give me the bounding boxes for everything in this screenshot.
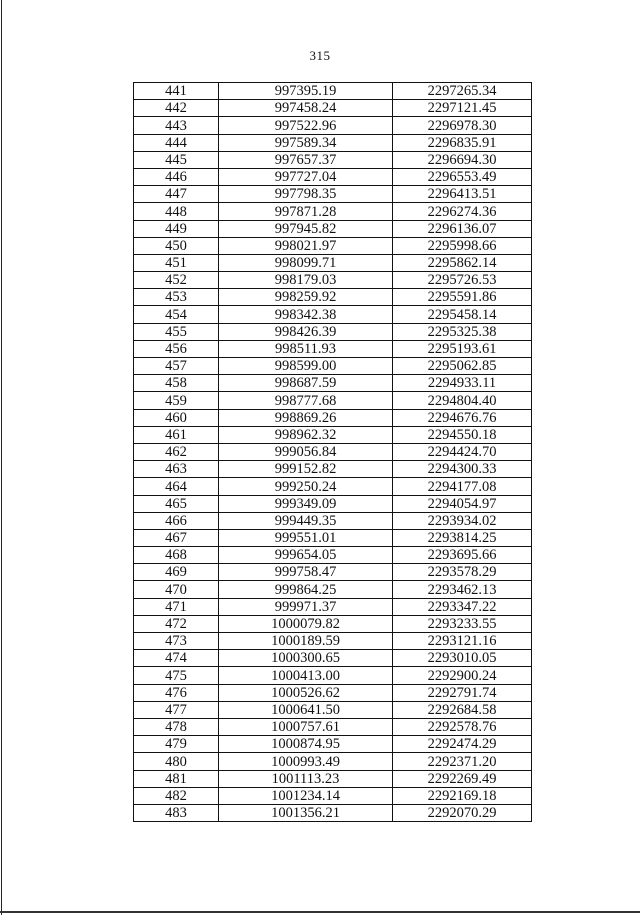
y-coordinate-cell: 2293578.29 xyxy=(393,564,532,581)
x-coordinate-cell: 1001234.14 xyxy=(219,787,393,804)
y-coordinate-cell: 2294676.76 xyxy=(393,409,532,426)
point-number-cell: 454 xyxy=(134,306,219,323)
table-row xyxy=(134,375,532,392)
y-coordinate-cell: 2296274.36 xyxy=(393,203,532,220)
point-number-cell: 460 xyxy=(134,409,219,426)
y-coordinate-cell: 2295862.14 xyxy=(393,254,532,271)
y-coordinate-cell: 2294300.33 xyxy=(393,461,532,478)
y-coordinate-cell: 2292070.29 xyxy=(393,804,532,821)
x-coordinate-cell: 1000874.95 xyxy=(219,736,393,753)
y-coordinate-cell: 2295062.85 xyxy=(393,358,532,375)
x-coordinate-cell: 998599.00 xyxy=(219,358,393,375)
table-row xyxy=(134,581,532,598)
y-coordinate-cell: 2297121.45 xyxy=(393,100,532,117)
point-number-cell: 442 xyxy=(134,100,219,117)
x-coordinate-cell: 999551.01 xyxy=(219,529,393,546)
table-row xyxy=(134,598,532,615)
y-coordinate-cell: 2292371.20 xyxy=(393,753,532,770)
coordinates-table-body xyxy=(134,83,532,822)
x-coordinate-cell: 1000189.59 xyxy=(219,633,393,650)
table-row xyxy=(134,168,532,185)
y-coordinate-cell: 2295998.66 xyxy=(393,237,532,254)
point-number-cell: 482 xyxy=(134,787,219,804)
x-coordinate-cell: 998179.03 xyxy=(219,272,393,289)
y-coordinate-cell: 2293121.16 xyxy=(393,633,532,650)
x-coordinate-cell: 1000993.49 xyxy=(219,753,393,770)
table-row xyxy=(134,203,532,220)
y-coordinate-cell: 2295325.38 xyxy=(393,323,532,340)
point-number-cell: 480 xyxy=(134,753,219,770)
table-row xyxy=(134,684,532,701)
x-coordinate-cell: 997871.28 xyxy=(219,203,393,220)
table-row xyxy=(134,650,532,667)
x-coordinate-cell: 997589.34 xyxy=(219,134,393,151)
x-coordinate-cell: 999654.05 xyxy=(219,547,393,564)
x-coordinate-cell: 998426.39 xyxy=(219,323,393,340)
y-coordinate-cell: 2295458.14 xyxy=(393,306,532,323)
y-coordinate-cell: 2296978.30 xyxy=(393,117,532,134)
point-number-cell: 465 xyxy=(134,495,219,512)
table-row xyxy=(134,443,532,460)
table-row xyxy=(134,186,532,203)
point-number-cell: 457 xyxy=(134,358,219,375)
table-row xyxy=(134,736,532,753)
table-row xyxy=(134,804,532,821)
table-row xyxy=(134,615,532,632)
x-coordinate-cell: 999152.82 xyxy=(219,461,393,478)
table-row xyxy=(134,718,532,735)
x-coordinate-cell: 999971.37 xyxy=(219,598,393,615)
x-coordinate-cell: 1000757.61 xyxy=(219,718,393,735)
y-coordinate-cell: 2295193.61 xyxy=(393,340,532,357)
point-number-cell: 459 xyxy=(134,392,219,409)
x-coordinate-cell: 999758.47 xyxy=(219,564,393,581)
y-coordinate-cell: 2296553.49 xyxy=(393,168,532,185)
x-coordinate-cell: 1001356.21 xyxy=(219,804,393,821)
y-coordinate-cell: 2292169.18 xyxy=(393,787,532,804)
y-coordinate-cell: 2293462.13 xyxy=(393,581,532,598)
table-row xyxy=(134,134,532,151)
x-coordinate-cell: 1000413.00 xyxy=(219,667,393,684)
point-number-cell: 461 xyxy=(134,426,219,443)
point-number-cell: 470 xyxy=(134,581,219,598)
x-coordinate-cell: 999056.84 xyxy=(219,443,393,460)
table-row xyxy=(134,340,532,357)
point-number-cell: 452 xyxy=(134,272,219,289)
table-row xyxy=(134,787,532,804)
point-number-cell: 479 xyxy=(134,736,219,753)
table-row xyxy=(134,633,532,650)
table-row xyxy=(134,237,532,254)
point-number-cell: 441 xyxy=(134,83,219,100)
page-edge-left xyxy=(1,0,2,915)
point-number-cell: 446 xyxy=(134,168,219,185)
y-coordinate-cell: 2294550.18 xyxy=(393,426,532,443)
x-coordinate-cell: 997727.04 xyxy=(219,168,393,185)
x-coordinate-cell: 998962.32 xyxy=(219,426,393,443)
table-row xyxy=(134,289,532,306)
point-number-cell: 478 xyxy=(134,718,219,735)
x-coordinate-cell: 998777.68 xyxy=(219,392,393,409)
y-coordinate-cell: 2296835.91 xyxy=(393,134,532,151)
table-row xyxy=(134,529,532,546)
point-number-cell: 483 xyxy=(134,804,219,821)
y-coordinate-cell: 2294177.08 xyxy=(393,478,532,495)
point-number-cell: 449 xyxy=(134,220,219,237)
point-number-cell: 463 xyxy=(134,461,219,478)
x-coordinate-cell: 997522.96 xyxy=(219,117,393,134)
x-coordinate-cell: 998342.38 xyxy=(219,306,393,323)
table-row xyxy=(134,461,532,478)
x-coordinate-cell: 1000641.50 xyxy=(219,701,393,718)
x-coordinate-cell: 997798.35 xyxy=(219,186,393,203)
point-number-cell: 445 xyxy=(134,151,219,168)
point-number-cell: 444 xyxy=(134,134,219,151)
x-coordinate-cell: 998687.59 xyxy=(219,375,393,392)
point-number-cell: 468 xyxy=(134,547,219,564)
y-coordinate-cell: 2292684.58 xyxy=(393,701,532,718)
x-coordinate-cell: 1000300.65 xyxy=(219,650,393,667)
table-row xyxy=(134,478,532,495)
point-number-cell: 455 xyxy=(134,323,219,340)
point-number-cell: 448 xyxy=(134,203,219,220)
x-coordinate-cell: 1001113.23 xyxy=(219,770,393,787)
table-row xyxy=(134,564,532,581)
point-number-cell: 474 xyxy=(134,650,219,667)
y-coordinate-cell: 2292900.24 xyxy=(393,667,532,684)
table-row xyxy=(134,495,532,512)
table-row xyxy=(134,547,532,564)
y-coordinate-cell: 2292791.74 xyxy=(393,684,532,701)
table-row xyxy=(134,100,532,117)
table-row xyxy=(134,426,532,443)
table-row xyxy=(134,254,532,271)
y-coordinate-cell: 2296413.51 xyxy=(393,186,532,203)
x-coordinate-cell: 1000079.82 xyxy=(219,615,393,632)
x-coordinate-cell: 998099.71 xyxy=(219,254,393,271)
x-coordinate-cell: 998869.26 xyxy=(219,409,393,426)
table-row xyxy=(134,358,532,375)
point-number-cell: 443 xyxy=(134,117,219,134)
x-coordinate-cell: 999449.35 xyxy=(219,512,393,529)
x-coordinate-cell: 999864.25 xyxy=(219,581,393,598)
table-row xyxy=(134,667,532,684)
table-row xyxy=(134,770,532,787)
point-number-cell: 451 xyxy=(134,254,219,271)
x-coordinate-cell: 997945.82 xyxy=(219,220,393,237)
y-coordinate-cell: 2293010.05 xyxy=(393,650,532,667)
y-coordinate-cell: 2295726.53 xyxy=(393,272,532,289)
y-coordinate-cell: 2296694.30 xyxy=(393,151,532,168)
point-number-cell: 471 xyxy=(134,598,219,615)
table-row xyxy=(134,753,532,770)
page-number: 315 xyxy=(309,48,331,63)
point-number-cell: 450 xyxy=(134,237,219,254)
x-coordinate-cell: 999349.09 xyxy=(219,495,393,512)
point-number-cell: 466 xyxy=(134,512,219,529)
point-number-cell: 447 xyxy=(134,186,219,203)
point-number-cell: 476 xyxy=(134,684,219,701)
point-number-cell: 481 xyxy=(134,770,219,787)
y-coordinate-cell: 2292474.29 xyxy=(393,736,532,753)
x-coordinate-cell: 997395.19 xyxy=(219,83,393,100)
table-row xyxy=(134,392,532,409)
point-number-cell: 464 xyxy=(134,478,219,495)
table-row xyxy=(134,272,532,289)
x-coordinate-cell: 999250.24 xyxy=(219,478,393,495)
table-row xyxy=(134,83,532,100)
point-number-cell: 462 xyxy=(134,443,219,460)
table-row xyxy=(134,117,532,134)
point-number-cell: 458 xyxy=(134,375,219,392)
y-coordinate-cell: 2296136.07 xyxy=(393,220,532,237)
y-coordinate-cell: 2292578.76 xyxy=(393,718,532,735)
point-number-cell: 456 xyxy=(134,340,219,357)
x-coordinate-cell: 998259.92 xyxy=(219,289,393,306)
table-row xyxy=(134,151,532,168)
y-coordinate-cell: 2294424.70 xyxy=(393,443,532,460)
y-coordinate-cell: 2293233.55 xyxy=(393,615,532,632)
y-coordinate-cell: 2295591.86 xyxy=(393,289,532,306)
page-edge-bottom xyxy=(0,911,640,913)
point-number-cell: 475 xyxy=(134,667,219,684)
y-coordinate-cell: 2297265.34 xyxy=(393,83,532,100)
y-coordinate-cell: 2294933.11 xyxy=(393,375,532,392)
table-row xyxy=(134,409,532,426)
coordinates-table xyxy=(133,82,532,822)
y-coordinate-cell: 2293814.25 xyxy=(393,529,532,546)
point-number-cell: 473 xyxy=(134,633,219,650)
point-number-cell: 469 xyxy=(134,564,219,581)
point-number-cell: 453 xyxy=(134,289,219,306)
y-coordinate-cell: 2294054.97 xyxy=(393,495,532,512)
x-coordinate-cell: 997657.37 xyxy=(219,151,393,168)
point-number-cell: 477 xyxy=(134,701,219,718)
y-coordinate-cell: 2293934.02 xyxy=(393,512,532,529)
table-row xyxy=(134,220,532,237)
table-row xyxy=(134,512,532,529)
y-coordinate-cell: 2292269.49 xyxy=(393,770,532,787)
table-row xyxy=(134,306,532,323)
table-row xyxy=(134,323,532,340)
x-coordinate-cell: 997458.24 xyxy=(219,100,393,117)
table-row xyxy=(134,701,532,718)
y-coordinate-cell: 2294804.40 xyxy=(393,392,532,409)
y-coordinate-cell: 2293695.66 xyxy=(393,547,532,564)
y-coordinate-cell: 2293347.22 xyxy=(393,598,532,615)
x-coordinate-cell: 998511.93 xyxy=(219,340,393,357)
x-coordinate-cell: 1000526.62 xyxy=(219,684,393,701)
point-number-cell: 472 xyxy=(134,615,219,632)
x-coordinate-cell: 998021.97 xyxy=(219,237,393,254)
point-number-cell: 467 xyxy=(134,529,219,546)
